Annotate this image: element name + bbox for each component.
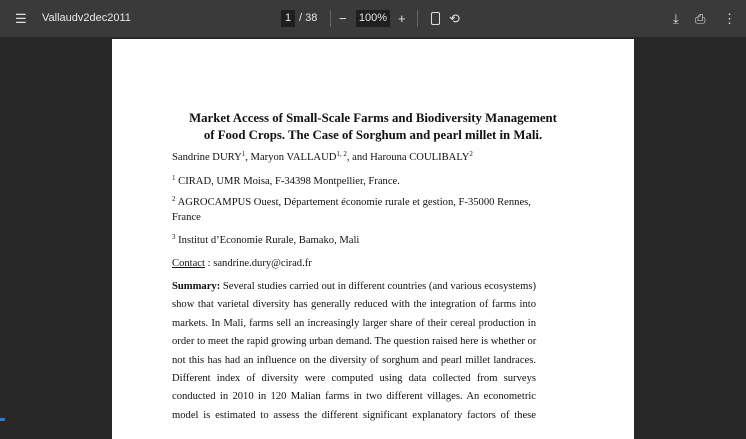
document-title: Vallaudv2dec2011 — [42, 12, 131, 24]
summary-line: Different index of diversity were computed using data collected from surveys — [172, 372, 536, 384]
affiliation-3 — [172, 235, 359, 246]
aff-text: CIRAD, UMR Moisa, F-34398 Montpellier, France. — [175, 176, 400, 187]
sup: 1 — [241, 150, 246, 158]
zoom-input[interactable]: 100% — [356, 10, 390, 27]
pdf-toolbar — [0, 0, 746, 37]
sup: 3 — [172, 233, 176, 241]
summary-line: markets. In Mali, farms sell an increasingly larger share of their cereal production in — [172, 317, 536, 329]
contact — [172, 258, 312, 269]
rotate-icon[interactable]: ⟲ — [449, 11, 460, 26]
summary-line: show that varietal diversity has generally reduced with the integration of farms into — [172, 299, 536, 311]
sup: 1 — [172, 174, 176, 182]
more-vert-icon[interactable]: ⋮ — [723, 11, 736, 26]
author: , Maryon VALLAUD — [245, 152, 337, 163]
author: , and Harouna COULIBALY — [346, 152, 470, 163]
summary-text: Several studies carried out in different countries (and various ecosystems) — [220, 281, 537, 292]
summary-line — [172, 278, 536, 296]
authors — [172, 152, 473, 163]
download-icon[interactable]: ⤓ — [673, 11, 679, 26]
summary-line: conducted in 2010 in 120 Malian farms in two different villages. An econometric — [172, 391, 536, 403]
sup: 2 — [172, 195, 176, 203]
contact-label: Contact — [172, 258, 205, 269]
divider — [330, 10, 331, 27]
aff-text: AGROCAMPUS Ouest, Département économie rurale et gestion, F-35000 Rennes, — [175, 197, 531, 208]
print-icon[interactable]: ⎙ — [695, 11, 706, 26]
aff-text: Institut d’Economie Rurale, Bamako, Mali — [175, 235, 360, 246]
zoom-in-button[interactable]: + — [398, 11, 406, 26]
affiliation-1 — [172, 176, 400, 187]
summary-line: not this has had an influence on the diversity of sorghum and pearl millet landraces. — [172, 354, 536, 366]
author: Sandrine DURY — [172, 152, 242, 163]
divider — [417, 10, 418, 27]
fit-page-icon[interactable] — [431, 12, 440, 25]
page-count: / 38 — [299, 12, 318, 24]
pdf-page — [112, 39, 634, 439]
affiliation-2-cont: France — [172, 212, 201, 223]
hamburger-icon[interactable]: ☰ — [15, 11, 27, 26]
paper-title-line2: of Food Crops. The Case of Sorghum and pearl millet in Mali. — [203, 128, 543, 142]
summary-line: order to meet the rapid growing urban demand. The question raised here is whether or — [172, 336, 537, 348]
summary-line: model is estimated to assess the different significant explanatory factors of these — [172, 409, 536, 421]
zoom-out-button[interactable]: − — [339, 11, 347, 26]
affiliation-2 — [172, 197, 531, 208]
summary-paragraph — [172, 278, 536, 425]
contact-email: : sandrine.dury@cirad.fr — [204, 258, 312, 269]
sup: 2 — [469, 150, 473, 158]
sup: 1, 2 — [336, 150, 347, 158]
page-number-input[interactable]: 1 — [281, 10, 295, 27]
paper-title-line1: Market Access of Small-Scale Farms and Biodiversity Management — [189, 111, 557, 125]
summary-label: Summary: — [172, 281, 221, 292]
